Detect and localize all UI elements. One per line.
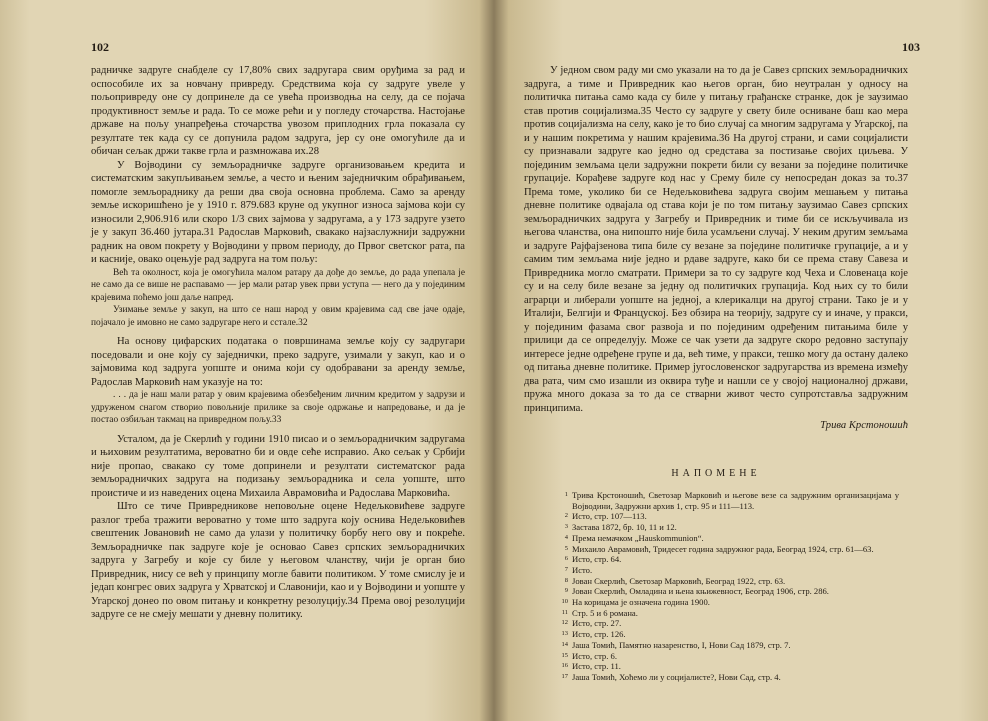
footnote: 4 Према немачком „Наuskommunion“. bbox=[564, 532, 704, 543]
left-quote-2: Узимање земље у закуп, на што се наш народ у овим крајевима сад све јаче одаје, појачало је имовно не само задругаре него и сстале.32 bbox=[91, 305, 465, 328]
footnote: 14 Јаша Томић, Памятно назаренство, I, Нови Сад 1879, стр. 7. bbox=[561, 639, 791, 650]
footnote: 2 Исто, стр. 107—113. bbox=[564, 511, 647, 522]
footnotes-list bbox=[554, 490, 899, 683]
right-page bbox=[494, 0, 988, 721]
footnote: 12 Исто, стр. 27. bbox=[561, 618, 622, 629]
footnote: 15 Исто, стр. 6. bbox=[561, 650, 617, 661]
left-quote-3: . . . да је наш мали ратар у овим крајевима обезбеђеним личним кредитом у задрузи и удруженом снагом створио повољније прилике за своје одржање и напредовање, и да је постао озбиљан такмац на привредном пољу.33 bbox=[91, 390, 465, 425]
left-paragraph-1: радничке задруге снабделе су 17,80% свих задругара свим оруђима за рад и оспособиле их за новчану привреду. Средствима која су задруге увеле у пољопривреду оне су допринеле да се увећа производња на селу, да се појача продуктивност земље и рада. То се може рећи и у погледу сточарства. Настојање државе на пољу унапређења сточарства увозом приплодних грла показала су резултате тек када су се допунила радом задруга, јер су оне омогућиле да и обичан сељак држи такве грла и размножава их.28 bbox=[91, 65, 465, 157]
page-number-right: 103 bbox=[902, 40, 920, 54]
left-paragraph-3: На основу цифарских података о површинама земље коју су задругари поседовали и оне коју су заједнички, преко задруге, узимали у закуп, као и о зајмовима код задруга уопште и онима који су одобравани за аренду земље, Радослав Марковић нам указује на то: bbox=[91, 336, 465, 388]
footnote: 9 Јован Скерлић, Омладина и њена књижевност, Београд 1906, стр. 286. bbox=[564, 586, 829, 597]
footnote: 11 Стр. 5 и 6 романа. bbox=[561, 607, 638, 618]
footnote: 1 Трива Крстоношић, Светозар Марковић и његове везе са задружним организацијама у Војводини, Задружни архив 1, стр. 95 и 111—113. bbox=[564, 490, 899, 511]
footnote: 13 Исто, стр. 126. bbox=[561, 629, 626, 640]
right-paragraph-1: У једном свом раду ми смо указали на то да је Савез српских земљорадничких задруга, а тиме и Привредник као његов орган, био неутралан у односу на политичка питања само када су биле у питању грађанске странке, док је заузимао став против социјализма.35 Често су задруге у свету биле осниване баш као мера против социјализма на селу, како је то био случај са многим задругама у Угарској, па и у нашим покретима у нашим крајевима.36 На другој страни, и сами социјалисти су признавали задруге као једно од средстава за постизање својих циљева. У појединим земљама цели задружни покрети били су везани за поједине политичке групације. Корађеве задруге код нас у Срему биле су непосредан доказ за то.37 Према томе, уколико би се Недељковићева задруга својим мешањем у питања дневне политике одвајала од става који је по том питању заузимао Савез српских земљорадничких задруга у Загребу и Привредник и тиме би се искључивала из његова чланства, она нипошто није била усамљени случај. У неким другим земљама и задруге Рајфајзенова типа биле су везане за поједине политичке групације, а и у самим тим земљама није једно и рдаве задруге, како би се према ставу Савеза и Привредника могло сматрати. Примери за то су задруге код Чеха и Словенаца које су и на селу биле везане за једну од политичких групација. Код њих су то били аграрци и либерали уопште на једној, а клерикалци на другој страни. Тако је и у Италији, Белгији и Француској. Без обзира на теорију, задруге су и иначе, у пракси, у појединим фазама свог развоја и по појединим одређеним питањима биле у прилици да се определују. Може се чак узети да задруге скоро редовно заступају интересе једне одређене групе и да, већ тиме, у пракси, тешко могу да остану далеко од питања дневне политике. Пример југословенског задругарства из времена између два рата, чим смо изашли из оквира туђе и нашли се у својој националној држави, пружа много доказа за то да се стварни живот често супротставља задружним принципима. bbox=[524, 65, 908, 414]
notes-heading: НАПОМЕНЕ bbox=[671, 467, 761, 479]
footnote: 10 На корицама је означена година 1900. bbox=[561, 597, 710, 608]
page-number-left: 102 bbox=[91, 40, 109, 54]
footnote: 17 Јаша Томић, Хоћемо ли у социјалисте?, Нови Сад, стр. 4. bbox=[561, 671, 781, 682]
left-paragraph-5: Што се тиче Привредникове неповољне оцене Недељковићеве задруге разлог треба тражити вероватно у томе што задруга коју оснива Недељковићев свештеник Јовановић не само да улази у политичку борбу него ову и покреће. Земљорадничке пак задруге које је основао Савез српских земљорадничких задруга у Загребу и које су биле у његовом чланству, чији је орган био Привредник, нису се већ у принципу могле бавити политиком. У томе смислу је и једап конгрес ових задруга у Хрватској и Славонији, као и у Војводини и уопште у Угарској донео по овом питању и конкретну резолуцију.34 Према овој резолуцији задруге се не смеју мешати у дневну политику. bbox=[91, 501, 465, 620]
footnote: 16 Исто, стр. 11. bbox=[561, 661, 621, 672]
footnote: 6 Исто, стр. 64. bbox=[564, 554, 622, 565]
author-signature: Трива Крстоношић bbox=[820, 420, 908, 431]
left-paragraph-2: У Војводини су земљорадничке задруге организовањем кредита и систематским закупљивањем земље, а често и њеним заједничким обрађивањем, помогле земљораднику да реши два своја основна проблема. Само за аренду земље искоришћено је у 1910 г. 879.683 круне од укупног износа зајмова који су износили 2,906.916 или скоро 1/3 свих зајмова у задругама, а у 173 задруге узето је у закуп 36.460 јутара.31 Радослав Марковић, свакако најзаслужнији задружни радник на овом покрету у Војводини у првом периоду, до Првог светског рата, па и касније, овако оцењује рад задруга на том пољу: bbox=[91, 159, 465, 265]
left-quote-1: Већ та околност, која је омогућила малом ратару да дође до земље, до рада упепала је не само да се више не распавамо — јер мали ратар увек први уступа — него да у појединим крајевима поћемо још даље напред. bbox=[91, 267, 465, 303]
footnote: 8 Јован Скерлић, Светозар Марковић, Београд 1922, стр. 63. bbox=[564, 575, 786, 586]
left-page-body bbox=[91, 64, 465, 622]
footnote: 7 Исто. bbox=[564, 564, 593, 575]
right-page-body bbox=[524, 64, 908, 683]
footnote: 3 Застава 1872, бр. 10, 11 и 12. bbox=[564, 522, 677, 533]
footnote: 5 Михаило Аврамовић, Тридесет година задружног рада, Београд 1924, стр. 61—63. bbox=[564, 543, 874, 554]
left-paragraph-4: Усталом, да је Скерлић у години 1910 писао и о земљорадничким задругама и њиховим резултатима, вероватно би и овде сеће исправио. Ако сељак у Србији није пропао, свакако су томе допринели и резултати систематског рада земљорадничких задруга на подизању земљорадника и села уопште, што проистиче и из наведених оцена Михаила Аврамовића и Радослава Марковића. bbox=[91, 433, 465, 499]
